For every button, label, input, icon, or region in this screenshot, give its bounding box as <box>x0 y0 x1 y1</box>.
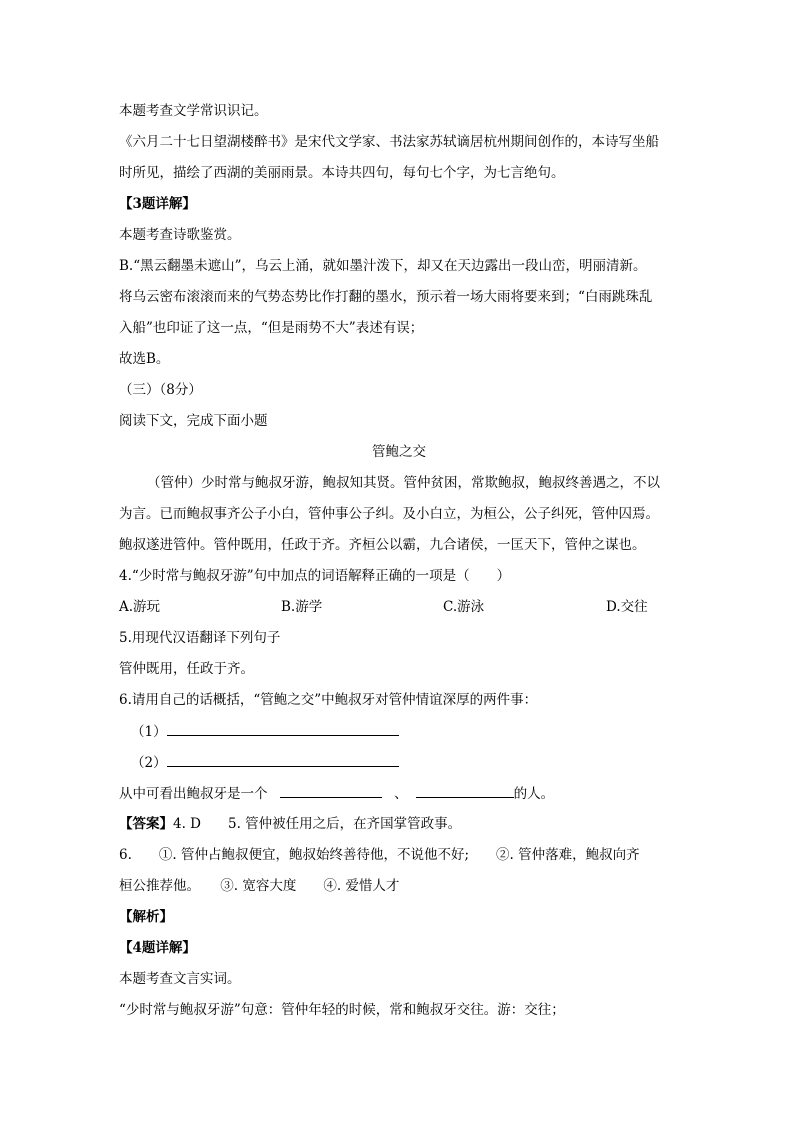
passage-line: 鲍叔遂进管仲。管仲既用，任政于齐。齐桓公以霸，九合诸侯，一匡天下，管仲之谋也。 <box>119 537 646 553</box>
answer-line <box>119 814 461 834</box>
answer-blank <box>167 752 399 767</box>
question-5-sentence: 管仲既用，任政于齐。 <box>119 661 254 677</box>
answer-blank <box>280 783 382 798</box>
text-line: 本题考查文学常识识记。 <box>119 103 268 119</box>
question-5: 5.用现代汉语翻译下列句子 <box>119 630 281 646</box>
answer-6-line: 6. ①. 管仲占鲍叔便宜，鲍叔始终善待他，不说他不好; ②. 管仲落难，鲍叔向齐 <box>119 847 640 863</box>
section-heading: （三）（8分） <box>119 382 202 398</box>
text-line: 本题考查文言实词。 <box>119 971 241 987</box>
conclusion-line <box>119 783 554 804</box>
analysis-heading: 【解析】 <box>119 909 173 925</box>
answer-blank <box>416 783 514 798</box>
separator-text: 、 <box>394 786 408 802</box>
blank-label: （1） <box>131 724 167 740</box>
blank-line-1 <box>131 721 399 742</box>
conclusion-end: 的人。 <box>513 786 555 802</box>
passage-title: 管鲍之交 <box>372 444 426 460</box>
passage-line: 为言。已而鲍叔事齐公子小白，管仲事公子纠。及小白立，为桓公，公子纠死，管仲囚焉。 <box>119 506 659 522</box>
text-line: 阅读下文，完成下面小题 <box>119 413 268 429</box>
section-heading: 【3题详解】 <box>119 196 196 212</box>
answer-text: 4. D 5. 管仲被任用之后，在齐国掌管政事。 <box>173 816 462 832</box>
text-line: B.“黑云翻墨未遮山”，乌云上涌，就如墨汁泼下，却又在天边露出一段山峦，明丽清新。 <box>119 258 647 274</box>
option-a: A.游玩 <box>119 599 161 615</box>
text-line: 故选B。 <box>119 351 170 367</box>
text-line: 将乌云密布滚滚而来的气势态势比作打翻的墨水，预示着一场大雨将要来到；“白雨跳珠乱 <box>119 289 653 305</box>
answer-blank <box>167 721 399 736</box>
section-heading: 【4题详解】 <box>119 940 196 956</box>
text-line: 入船”也印证了这一点，“但是雨势不大”表述有误； <box>119 320 424 336</box>
answer-6-line: 桓公推荐他。 ③. 宽容大度 ④. 爱惜人才 <box>119 878 400 894</box>
option-c: C.游泳 <box>443 599 485 615</box>
blank-label: （2） <box>131 755 167 771</box>
question-4: 4.“少时常与鲍叔牙游”句中加点的词语解释正确的一项是（ ） <box>119 568 511 584</box>
answer-label: 【答案】 <box>119 816 173 832</box>
text-line: 本题考查诗歌鉴赏。 <box>119 227 241 243</box>
passage-line: （管仲）少时常与鲍叔牙游，鲍叔知其贤。管仲贫困，常欺鲍叔，鲍叔终善遇之，不以 <box>147 475 660 491</box>
text-line: “少时常与鲍叔牙游”句意：管仲年轻的时候，常和鲍叔牙交往。游：交往； <box>119 1002 565 1018</box>
option-b: B.游学 <box>281 599 323 615</box>
blank-line-2 <box>131 752 399 773</box>
text-line: 《六月二十七日望湖楼醉书》是宋代文学家、书法家苏轼谪居杭州期间创作的，本诗写坐船 <box>119 134 659 150</box>
option-d: D.交往 <box>606 599 648 615</box>
question-6: 6.请用自己的话概括，“管鲍之交”中鲍叔牙对管仲情谊深厚的两件事： <box>119 692 538 708</box>
conclusion-text: 从中可看出鲍叔牙是一个 <box>119 786 268 802</box>
text-line: 时所见，描绘了西湖的美丽雨景。本诗共四句，每句七个字，为七言绝句。 <box>119 165 565 181</box>
